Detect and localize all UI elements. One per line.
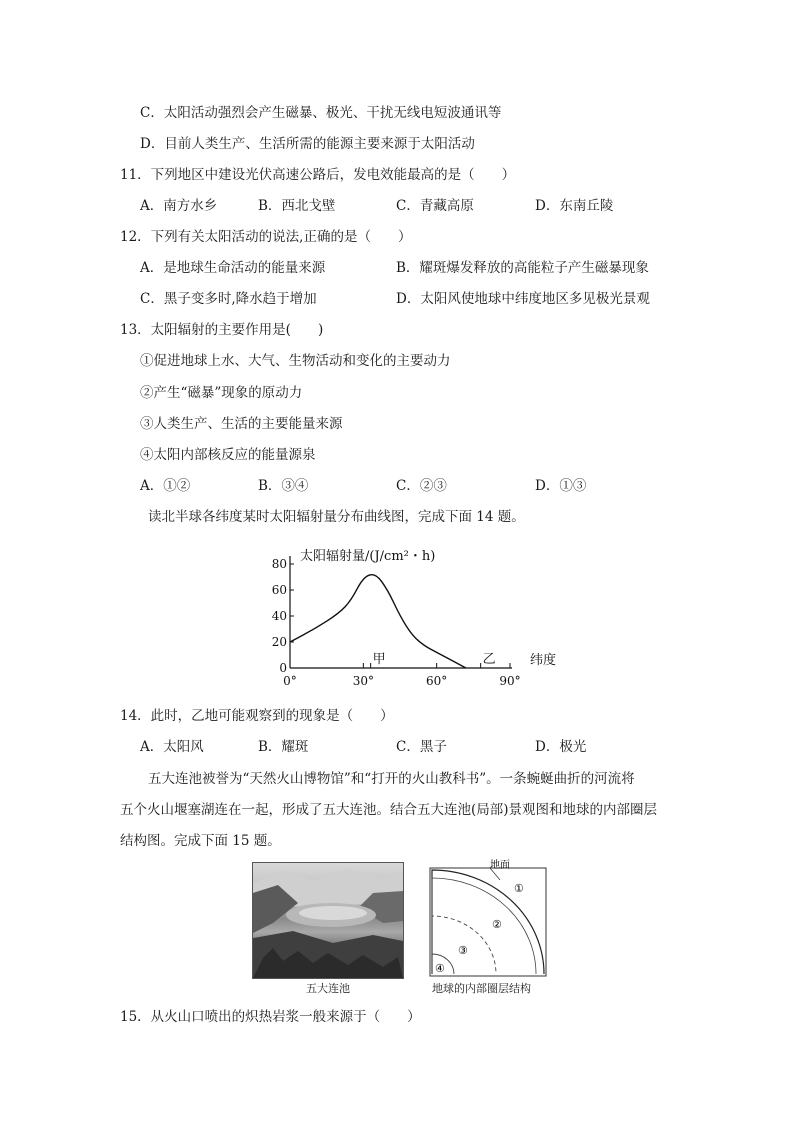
- x-tick-label: 90°: [499, 674, 521, 688]
- y-tick-label: 40: [271, 609, 287, 623]
- wudalianchi-landscape-photo: [252, 862, 404, 979]
- y-axis-label: 太阳辐射量/(J/cm²・h): [300, 549, 436, 564]
- question-12: 12．下列有关太阳活动的说法,正确的是（ ）: [120, 229, 412, 245]
- landscape-drawing: [253, 863, 403, 978]
- question-13-item-3: ③人类生产、生活的主要能量来源: [140, 416, 343, 432]
- annotation-jia: 甲: [372, 652, 386, 667]
- earth-surface-arc: [432, 870, 544, 974]
- annotation-yi: 乙: [482, 652, 496, 667]
- question-13-item-2: ②产生“磁暴”现象的原动力: [140, 385, 303, 401]
- photo-caption: 五大连池: [306, 982, 350, 995]
- question-14: 14．此时，乙地可能观察到的现象是（ ）: [120, 708, 394, 724]
- question-15-intro-line-2: 五个火山堰塞湖连在一起，形成了五大连池。结合五大连池(局部)景观图和地球的内部圈层: [120, 802, 658, 818]
- question-13-option-c: C．②③: [396, 478, 447, 494]
- earth-diagram-caption: 地球的内部圈层结构: [432, 982, 531, 995]
- question-11-option-c: C．青藏高原: [396, 198, 474, 214]
- x-tick-label: 30°: [352, 674, 374, 688]
- question-12-option-b: B．耀斑爆发释放的高能粒子产生磁暴现象: [396, 260, 649, 276]
- y-tick-label: 20: [271, 635, 287, 649]
- x-axis-label: 纬度: [530, 653, 557, 668]
- question-10-option-c: C．太阳活动强烈会产生磁暴、极光、干扰无线电短波通讯等: [140, 105, 502, 121]
- question-12-option-c: C．黑子变多时,降水趋于增加: [140, 291, 317, 307]
- earth-interior-structure-diagram: [428, 858, 552, 980]
- y-tick-label: 80: [271, 557, 287, 571]
- question-14-option-b: B．耀斑: [258, 739, 309, 755]
- question-14-option-d: D．极光: [535, 739, 587, 755]
- question-11-option-a: A．南方水乡: [140, 198, 218, 214]
- surface-label: 地面: [490, 860, 510, 871]
- question-11-option-d: D．东南丘陵: [535, 198, 614, 214]
- question-13: 13．太阳辐射的主要作用是( ): [120, 322, 324, 338]
- layer-label-2: ②: [492, 918, 502, 931]
- question-10-option-d: D．目前人类生产、生活所需的能源主要来源于太阳活动: [140, 136, 475, 152]
- question-13-option-d: D．①③: [535, 478, 587, 494]
- x-tick-label: 60°: [426, 674, 448, 688]
- y-tick-label: 60: [271, 583, 287, 597]
- question-15-intro-line-3: 结构图。完成下面 15 题。: [120, 833, 281, 849]
- question-13-item-1: ①促进地球上水、大气、生物活动和变化的主要动力: [140, 353, 451, 369]
- layer-label-4: ④: [435, 962, 445, 975]
- wudalianchi-photo-figure: [252, 862, 402, 994]
- layer-label-3: ③: [458, 944, 468, 957]
- question-13-option-b: B．③④: [258, 478, 309, 494]
- question-14-intro: 读北半球各纬度某时太阳辐射量分布曲线图，完成下面 14 题。: [148, 509, 525, 525]
- question-13-option-a: A．①②: [140, 478, 191, 494]
- question-13-item-4: ④太阳内部核反应的能量源泉: [140, 447, 316, 463]
- question-12-option-d: D．太阳风使地球中纬度地区多见极光景观: [396, 291, 650, 307]
- layer-label-1: ①: [514, 882, 524, 895]
- solar-radiation-chart: [271, 542, 557, 692]
- question-14-option-c: C．黑子: [396, 739, 447, 755]
- x-tick-label: 0°: [283, 674, 297, 688]
- question-11: 11．下列地区中建设光伏高速公路后，发电效能最高的是（ ）: [120, 167, 516, 183]
- question-14-option-a: A．太阳风: [140, 739, 204, 755]
- question-15-intro-line-1: 五大连池被誉为“天然火山博物馆”和“打开的火山教科书”。一条蜿蜒曲折的河流将: [148, 771, 635, 787]
- y-tick-label: 0: [279, 661, 287, 675]
- question-11-option-b: B．西北戈壁: [258, 198, 336, 214]
- question-12-option-a: A．是地球生命活动的能量来源: [140, 260, 326, 276]
- question-15: 15．从火山口喷出的炽热岩浆一般来源于（ ）: [120, 1009, 421, 1025]
